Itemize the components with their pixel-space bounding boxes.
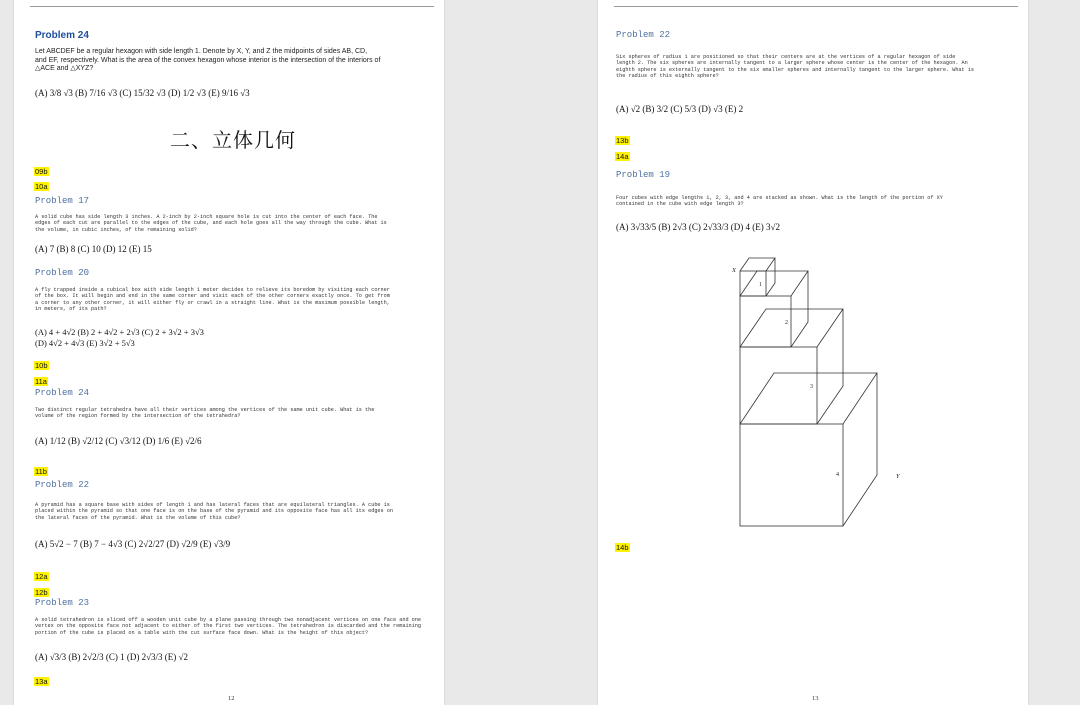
label-y: Y xyxy=(896,473,900,480)
answer-choices: (A) √3/3 (B) 2√2/3 (C) 1 (D) 2√3/3 (E) √2 xyxy=(35,652,188,662)
answer-choices-row: (D) 4√2 + 4√3 (E) 3√2 + 5√3 xyxy=(35,338,135,348)
problem-line: Let ABCDEF be a regular hexagon with side length 1. Denote by X, Y, and Z the midpoints of sides AB, CD, xyxy=(35,48,368,55)
highlight-tag: 11b xyxy=(35,467,47,476)
problem-line: the radius of this eighth sphere? xyxy=(616,73,719,80)
problem-line: the lateral faces of the pyramid. What is the volume of this cube? xyxy=(35,514,241,521)
problem-text xyxy=(35,502,445,521)
problem-heading: Problem 22 xyxy=(35,480,90,490)
section-title: 二、立体几何 xyxy=(170,128,296,152)
answer-choices xyxy=(35,327,204,349)
problem-text xyxy=(35,287,445,313)
edge-label-4: 4 xyxy=(836,472,839,478)
answer-choices: (A) 1/12 (B) √2/12 (C) √3/12 (D) 1/6 (E) √2/6 xyxy=(35,436,202,446)
left-page xyxy=(14,0,444,705)
highlight-tag: 13a xyxy=(35,677,48,686)
edge-label-1: 1 xyxy=(759,282,762,288)
answer-choices: (A) 3/8 √3 (B) 7/16 √3 (C) 15/32 √3 (D) 1/2 √3 (E) 9/16 √3 xyxy=(35,88,250,98)
problem-heading: Problem 24 xyxy=(35,388,90,398)
problem-line: A pyramid has a square base with sides of length 1 and has lateral faces that are equilateral triangles. A cube is xyxy=(35,502,390,508)
problem-line: in meters, of its path? xyxy=(35,306,107,313)
problem-line: a corner to any other corner, it will either fly or crawl in a straight line. What is the maximum possible length, xyxy=(35,299,390,306)
problem-line: eighth sphere is externally tangent to the six smaller spheres and internally tangent to the larger sphere. What is xyxy=(616,66,974,73)
problem-line: placed within the pyramid so that one face is on the base of the pyramid and its opposite face has all its edges on xyxy=(35,508,393,515)
highlight-tag: 14a xyxy=(616,152,629,161)
problem-heading: Problem 20 xyxy=(35,268,90,278)
cube-4-front-face xyxy=(740,424,843,526)
problem-heading: Problem 23 xyxy=(35,598,90,608)
problem-heading: Problem 17 xyxy=(35,196,90,206)
problem-heading: Problem 22 xyxy=(616,30,671,40)
problem-line: A fly trapped inside a cubical box with side length 1 meter decides to relieve its boredom by visiting each corner xyxy=(35,287,390,293)
problem-line: of the box. It will begin and end in the same corner and visit each of the other corners exactly once. To get from xyxy=(35,293,390,300)
problem-line: Six spheres of radius 1 are positioned so that their centers are at the vertices of a regular hexagon of side xyxy=(616,54,956,60)
problem-line: A solid tetrahedron is sliced off a wooden unit cube by a plane passing through two nonadjacent vertices on one face and one xyxy=(35,617,422,623)
label-x: X xyxy=(732,267,736,274)
problem-line: portion of the cube is placed on a table with the cut surface face down. What is the height of this object? xyxy=(35,629,369,636)
problem-heading: Problem 19 xyxy=(616,170,671,180)
answer-choices-row: (A) 4 + 4√2 (B) 2 + 4√2 + 2√3 (C) 2 + 3√2 + 3√3 xyxy=(35,327,204,337)
page-number: 12 xyxy=(228,695,235,702)
highlight-tag: 12a xyxy=(35,572,48,581)
right-page xyxy=(598,0,1028,705)
stacked-cubes-figure xyxy=(598,0,1028,705)
answer-choices: (A) 5√2 − 7 (B) 7 − 4√3 (C) 2√2/27 (D) √2/9 (E) √3/9 xyxy=(35,539,231,549)
cube-2-front-face xyxy=(740,296,791,347)
problem-line: vertex on the opposite face not adjacent to either of the first two vertices. The tetrahedron is discarded and the remaining xyxy=(35,623,422,630)
highlight-tag: 09b xyxy=(35,167,48,176)
problem-line: Two distinct regular tetrahedra have all their vertices among the vertices of the same unit cube. What is the xyxy=(35,407,375,413)
cube-4-top-side xyxy=(740,373,877,526)
edge-label-2: 2 xyxy=(785,320,788,326)
problem-line: length 2. The six spheres are internally tangent to a larger sphere whose center is the center of the hexagon. An xyxy=(616,60,968,67)
cube-1-top-side xyxy=(740,258,775,296)
problem-heading: Problem 24 xyxy=(35,30,89,41)
cube-3-front-face xyxy=(740,347,817,424)
page-number: 13 xyxy=(812,695,819,702)
problem-text xyxy=(35,214,445,233)
problem-line: contained in the cube with edge length 3? xyxy=(616,201,744,208)
highlight-tag: 13b xyxy=(616,136,629,145)
problem-line: △ACE and △XYZ? xyxy=(35,65,94,72)
edge-label-3: 3 xyxy=(810,384,813,390)
problem-line: A solid cube has side length 3 inches. A 2-inch by 2-inch square hole is cut into the center of each face. The xyxy=(35,214,378,220)
top-rule xyxy=(30,6,434,7)
highlight-tag: 11a xyxy=(35,377,47,386)
highlight-tag: 14b xyxy=(616,543,629,552)
problem-text xyxy=(35,617,445,636)
highlight-tag: 12b xyxy=(35,588,48,597)
answer-choices: (A) √2 (B) 3/2 (C) 5/3 (D) √3 (E) 2 xyxy=(616,104,744,114)
problem-line: and EF, respectively. What is the area of the convex hexagon whose interior is the intersection of the interiors of xyxy=(35,56,381,64)
problem-text xyxy=(35,48,445,74)
problem-line: edges of each cut are parallel to the edges of the cube, and each hole goes all the way through the cube. What is xyxy=(35,220,387,227)
problem-line: Four cubes with edge lengths 1, 2, 3, and 4 are stacked as shown. What is the length of the portion of XY xyxy=(616,195,943,201)
highlight-tag: 10b xyxy=(35,361,48,370)
highlight-tag: 10a xyxy=(35,182,48,191)
problem-line: volume of the region formed by the intersection of the tetrahedra? xyxy=(35,413,241,420)
problem-text xyxy=(35,407,445,420)
cube-3-top-side xyxy=(740,309,843,424)
cube-1-front-face xyxy=(740,271,766,296)
answer-choices: (A) 7 (B) 8 (C) 10 (D) 12 (E) 15 xyxy=(35,244,152,254)
answer-choices: (A) 3√33/5 (B) 2√3 (C) 2√33/3 (D) 4 (E) 3√2 xyxy=(616,222,780,232)
problem-line: the volume, in cubic inches, of the remaining solid? xyxy=(35,226,197,233)
